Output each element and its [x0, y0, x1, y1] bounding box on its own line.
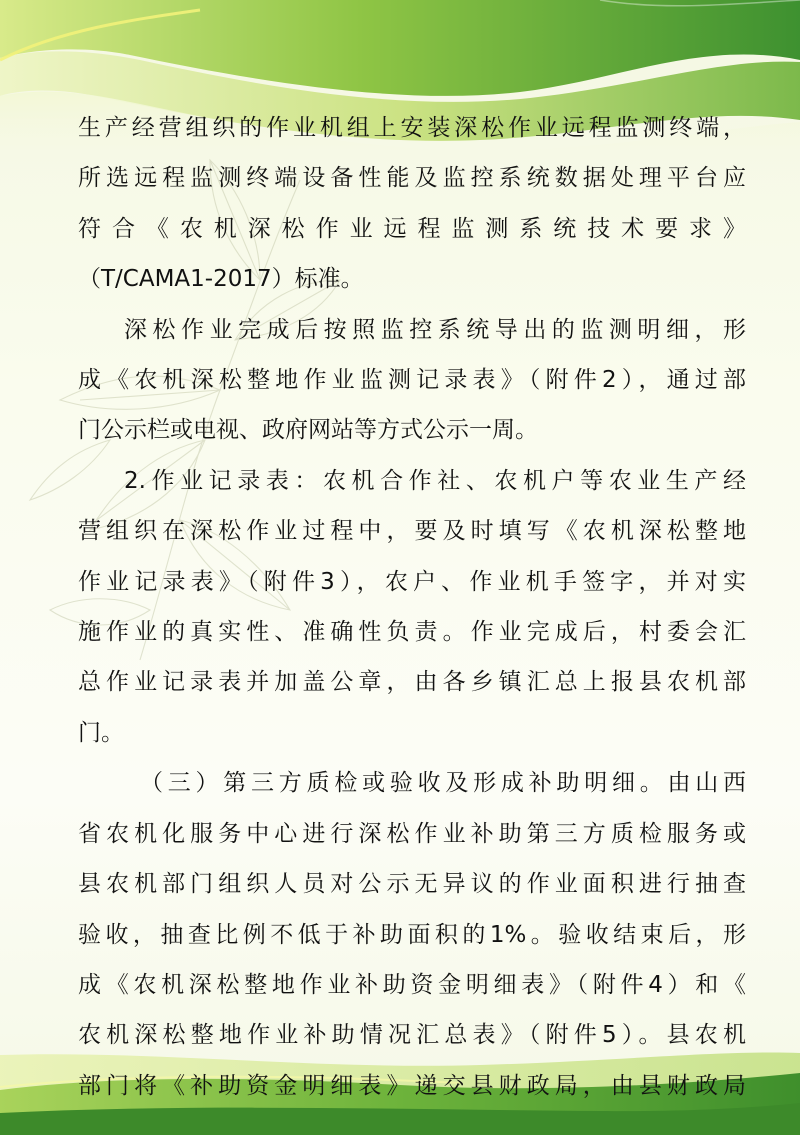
text-line: 2.作业记录表：农机合作社、农机户等农业生产经: [124, 467, 746, 494]
text-line: 成《农机深松整地作业补助资金明细表》（附件4）和《: [78, 971, 746, 998]
text-line: 符合《农机深松作业远程监测系统技术要求》: [78, 215, 746, 242]
text-line: 所选远程监测终端设备性能及监控系统数据处理平台应: [78, 165, 746, 192]
text-line: 施作业的真实性、准确性负责。作业完成后，村委会汇: [78, 619, 746, 646]
text-line: 生产经营组织的作业机组上安装深松作业远程监测终端，: [78, 115, 746, 141]
text-line: （三）第三方质检或验收及形成补助明细。由山西: [140, 770, 746, 797]
text-line: （T/CAMA1-2017）标准。: [78, 266, 364, 293]
text-line: 门。: [78, 719, 124, 746]
text-line: 成《农机深松整地作业监测记录表》（附件2），通过部: [78, 367, 746, 394]
body-text: [78, 103, 746, 1111]
text-line: 省农机化服务中心进行深松作业补助第三方质检服务或: [78, 820, 746, 847]
text-line: 深松作业完成后按照监控系统导出的监测明细，形: [124, 316, 746, 343]
text-line: 部门将《补助资金明细表》递交县财政局，由县财政局: [78, 1072, 746, 1099]
text-line: 验收，抽查比例不低于补助面积的1%。验收结束后，形: [78, 921, 746, 948]
text-line: 县农机部门组织人员对公示无异议的作业面积进行抽查: [78, 871, 746, 898]
text-line: 作业记录表》（附件3），农户、作业机手签字，并对实: [78, 568, 746, 595]
text-line: 门公示栏或电视、政府网站等方式公示一周。: [78, 417, 538, 444]
text-line: 农机深松整地作业补助情况汇总表》（附件5）。县农机: [78, 1022, 746, 1049]
text-line: 营组织在深松作业过程中，要及时填写《农机深松整地: [78, 518, 746, 545]
text-line: 总作业记录表并加盖公章，由各乡镇汇总上报县农机部: [78, 669, 746, 696]
